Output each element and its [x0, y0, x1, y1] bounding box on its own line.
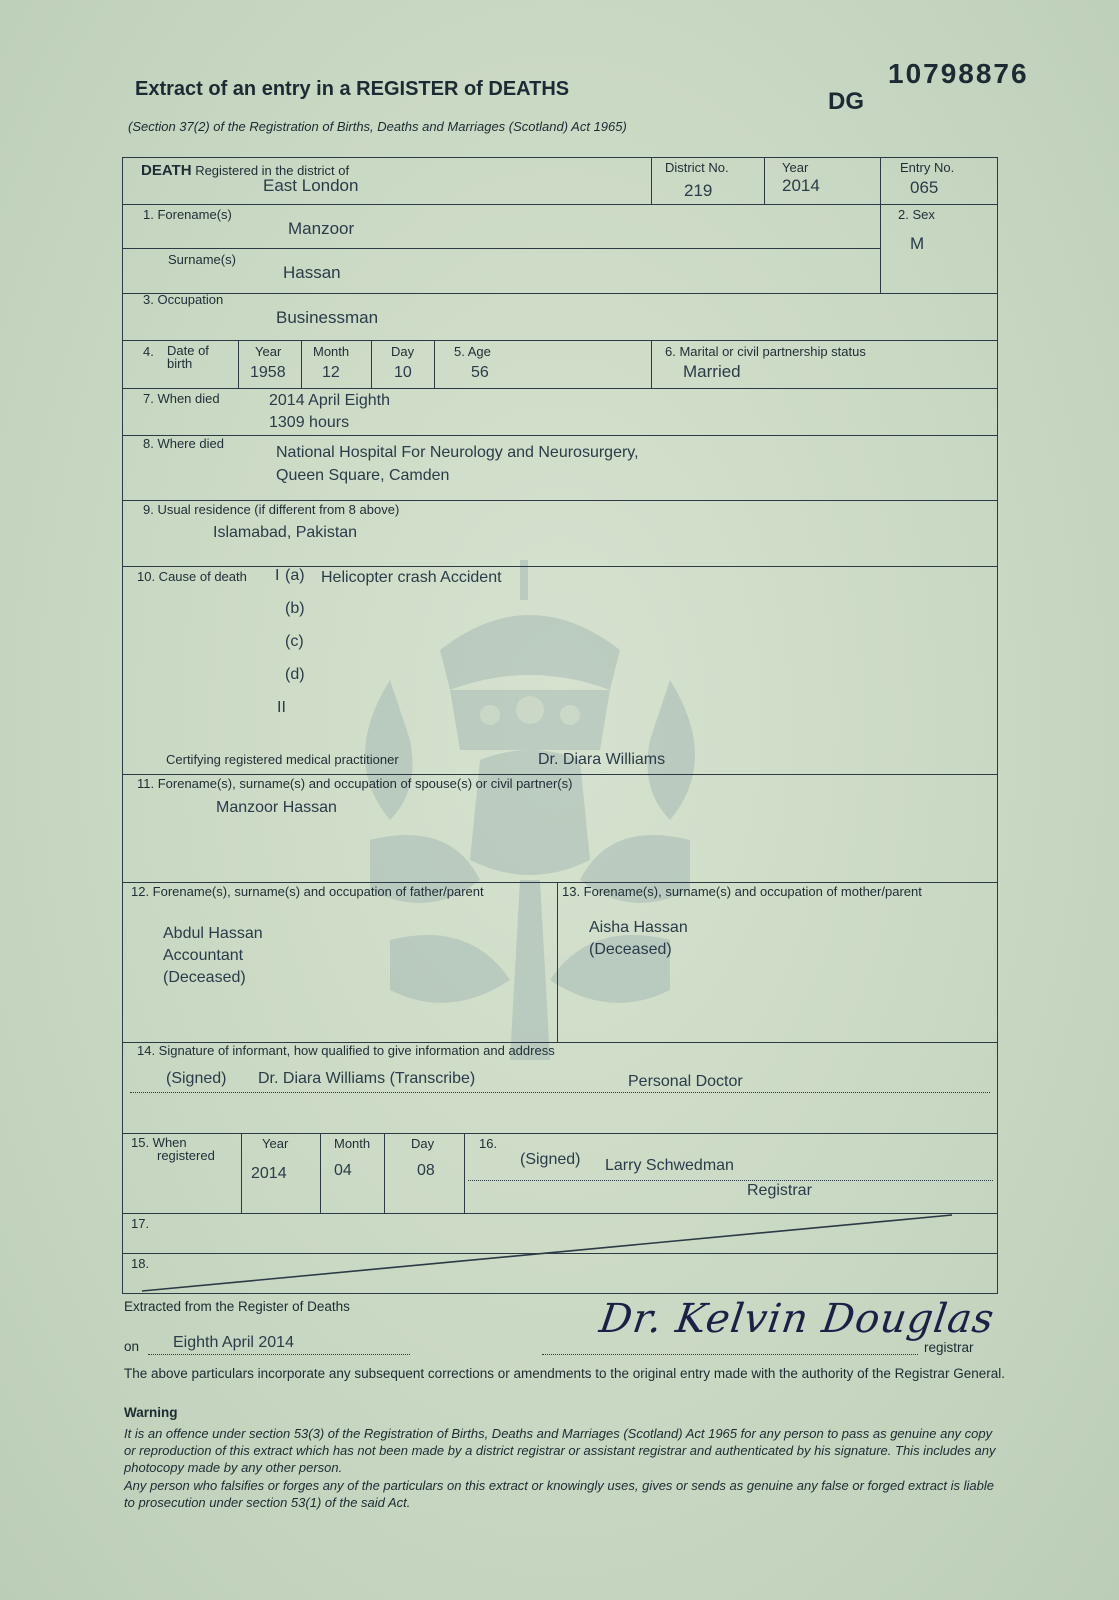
age-label: 5. Age	[454, 344, 491, 359]
residence-label: 9. Usual residence (if different from 8 above)	[143, 502, 400, 517]
dob-label-num: 4.	[143, 344, 154, 359]
father-occupation: Accountant	[163, 947, 244, 964]
on-label: on	[124, 1339, 140, 1354]
year-value: 2014	[782, 176, 820, 195]
section-note: (Section 37(2) of the Registration of Births, Deaths and Marriages (Scotland) Act 1965)	[128, 119, 627, 134]
dob-month-label: Month	[313, 344, 350, 359]
thistle-crest-watermark	[330, 560, 730, 1060]
registrar-signed: (Signed)	[520, 1151, 581, 1168]
when-registered-line1: 15. When	[131, 1135, 187, 1150]
particulars-statement: The above particulars incorporate any subsequent corrections or amendments to the original entry made with the authority of the Registrar General.	[124, 1366, 1005, 1381]
mother-label: 13. Forename(s), surname(s) and occupation of mother/parent	[562, 884, 922, 899]
informant-signed: (Signed)	[166, 1070, 227, 1087]
cause-b-label: (b)	[285, 600, 305, 617]
where-died-line1: National Hospital For Neurology and Neurosurgery,	[276, 444, 639, 461]
district-label: Registered in the district of	[195, 163, 350, 178]
registered-year-label: Year	[262, 1136, 289, 1151]
when-died-label: 7. When died	[143, 391, 220, 406]
when-died-date: 2014 April Eighth	[269, 392, 390, 409]
dob-year-label: Year	[255, 344, 282, 359]
dob-label-line1: Date of	[167, 343, 209, 358]
mother-name: Aisha Hassan	[589, 919, 688, 936]
warning-heading: Warning	[124, 1405, 178, 1420]
residence-value: Islamabad, Pakistan	[213, 524, 358, 541]
occupation-value: Businessman	[276, 308, 379, 327]
dob-year-value: 1958	[250, 364, 286, 381]
registered-year-value: 2014	[251, 1165, 287, 1182]
age-value: 56	[471, 364, 489, 381]
registrar-signature: Dr. Kelvin Douglas	[596, 1296, 998, 1342]
cause-of-death-label: 10. Cause of death	[137, 569, 247, 584]
informant-name: Dr. Diara Williams (Transcribe)	[258, 1070, 476, 1087]
practitioner-value: Dr. Diara Williams	[538, 751, 666, 768]
void-strike-line	[122, 1213, 998, 1293]
entry-no-value: 065	[910, 178, 939, 197]
dob-month-value: 12	[322, 364, 340, 381]
dob-day-label: Day	[391, 344, 415, 359]
dob-label-line2: birth	[167, 356, 193, 371]
where-died-line2: Queen Square, Camden	[276, 467, 450, 484]
registered-month-label: Month	[334, 1136, 371, 1151]
extract-date: Eighth April 2014	[173, 1334, 294, 1351]
informant-label: 14. Signature of informant, how qualified to give information and address	[137, 1043, 555, 1058]
series-code: DG	[828, 88, 864, 115]
warning-paragraph-1: It is an offence under section 53(3) of the Registration of Births, Deaths and Marriages (Scotland) Act 1965 for any person to pass as genuine any copy or reproduction of this extract which has not been made by a district registrar or assistant registrar and authenticated by his signature. This includes any photocopy made by any other person.	[124, 1426, 996, 1475]
item-17-label: 17.	[131, 1216, 150, 1231]
serial-number: 10798876	[888, 58, 1029, 89]
registered-month-value: 04	[334, 1162, 352, 1179]
district-value: East London	[263, 176, 359, 195]
cause-d-label: (d)	[285, 666, 305, 683]
forename-label: 1. Forename(s)	[143, 207, 232, 222]
sex-value: M	[910, 234, 925, 253]
cause-part-2-label: II	[277, 699, 286, 716]
father-status: (Deceased)	[163, 969, 246, 986]
cause-c-label: (c)	[285, 633, 304, 650]
marital-status-label: 6. Marital or civil partnership status	[665, 344, 866, 359]
marital-status-value: Married	[683, 362, 741, 381]
death-label: DEATH	[141, 162, 192, 179]
when-died-time: 1309 hours	[269, 414, 350, 431]
dob-label	[167, 344, 209, 370]
father-name: Abdul Hassan	[163, 925, 263, 942]
informant-qualification: Personal Doctor	[628, 1073, 743, 1090]
district-no-label: District No.	[665, 160, 729, 175]
entry-no-label: Entry No.	[900, 160, 955, 175]
occupation-label: 3. Occupation	[143, 292, 224, 307]
mother-status: (Deceased)	[589, 941, 672, 958]
registrar-title: Registrar	[747, 1182, 812, 1199]
document-title: Extract of an entry in a REGISTER of DEATHS	[135, 78, 570, 100]
sex-label: 2. Sex	[898, 207, 935, 222]
practitioner-label: Certifying registered medical practitioner	[166, 752, 399, 767]
item-16-label: 16.	[479, 1136, 498, 1151]
cause-a-value: Helicopter crash Accident	[321, 569, 502, 586]
father-label: 12. Forename(s), surname(s) and occupation of father/parent	[131, 884, 484, 899]
registered-day-label: Day	[411, 1136, 435, 1151]
when-registered-label	[131, 1136, 215, 1162]
surname-value: Hassan	[283, 263, 341, 282]
warning-paragraph-2: Any person who falsifies or forges any of the particulars on this extract or knowingly uses, gives or sends as genuine any false or forged extract is liable to prosecution under section 53(1) of the said Act.	[124, 1478, 995, 1510]
registered-day-value: 08	[417, 1162, 435, 1179]
registrar-label: registrar	[924, 1340, 974, 1355]
cause-a-label: (a)	[285, 567, 305, 584]
extracted-from-text: Extracted from the Register of Deaths	[124, 1299, 350, 1314]
forename-value: Manzoor	[288, 219, 355, 238]
when-registered-line2: registered	[157, 1148, 215, 1163]
surname-label: Surname(s)	[168, 252, 236, 267]
spouse-label: 11. Forename(s), surname(s) and occupation of spouse(s) or civil partner(s)	[137, 776, 573, 791]
where-died-label: 8. Where died	[143, 436, 224, 451]
cause-part-1-label: I	[275, 567, 280, 584]
dob-day-value: 10	[394, 364, 412, 381]
item-18-label: 18.	[131, 1256, 150, 1271]
spouse-value: Manzoor Hassan	[216, 799, 337, 816]
registrar-name: Larry Schwedman	[605, 1157, 734, 1174]
district-no-value: 219	[684, 181, 713, 200]
year-label: Year	[782, 160, 809, 175]
